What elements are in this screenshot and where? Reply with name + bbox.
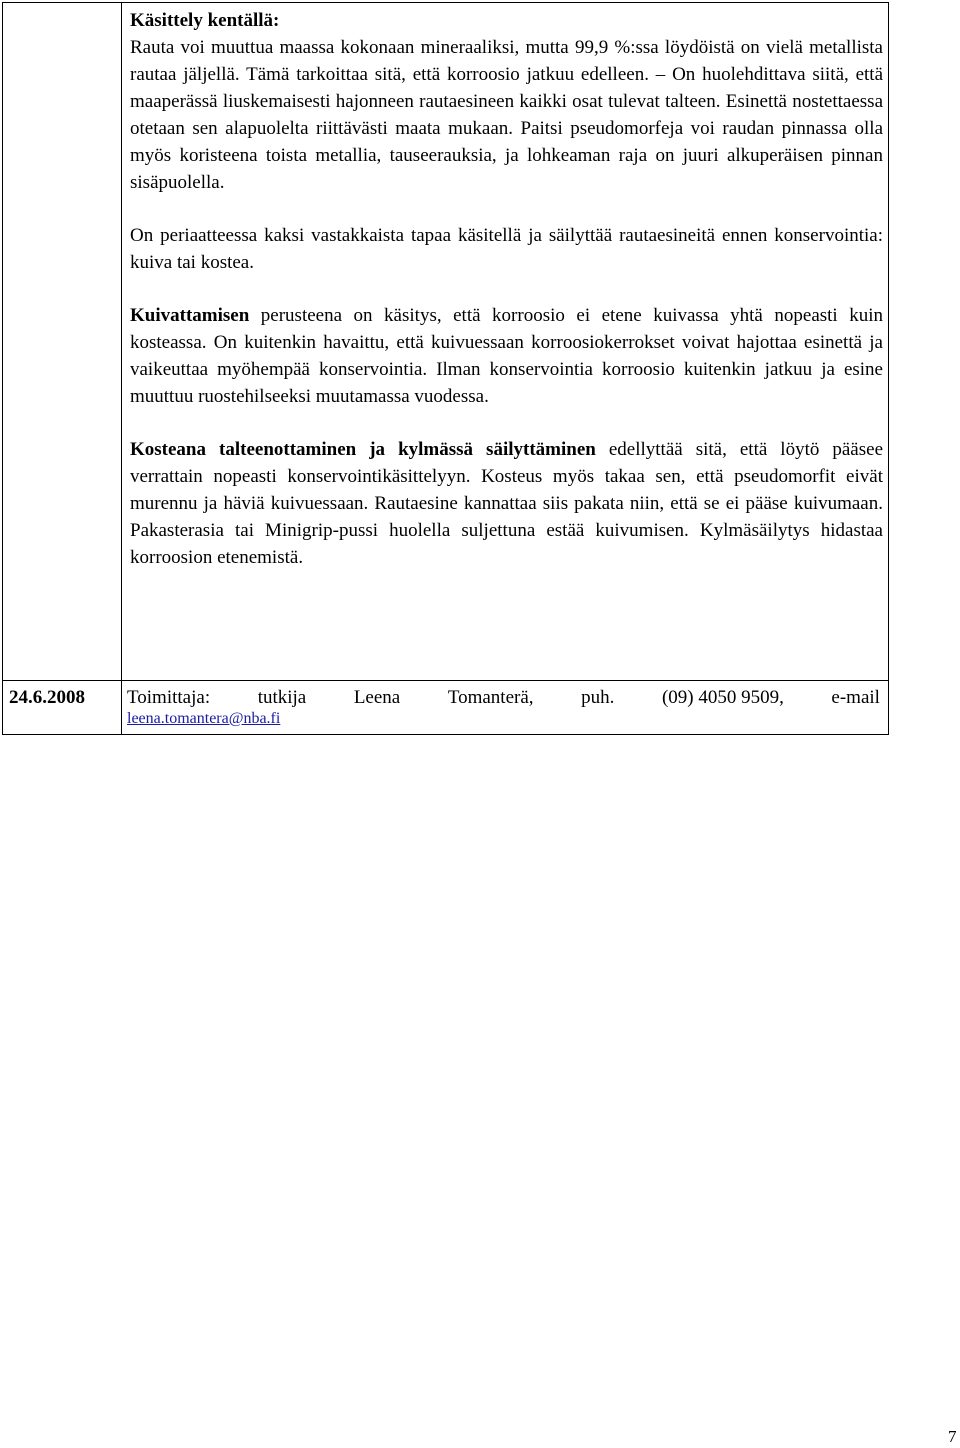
footer-word: Tomanterä, bbox=[447, 687, 534, 708]
paragraph-3 bbox=[130, 302, 883, 410]
section-heading: Käsittely kentällä: bbox=[130, 10, 280, 31]
paragraph-3-text: perusteena on käsitys, että korroosio ei etene kuivassa yhtä nopeasti kuin kosteassa. On kuitenkin havaittu, että kuivuessaan korroosiokerrokset voivat hajottaa esinettä ja vaikeuttaa myöhempää konservointia. Ilman konservointia korroosio kuitenkin jatkuu ja esine muuttuu ruostehilseeksi muutamassa vuodessa. bbox=[130, 305, 883, 407]
paragraph-3-bold: Kuivattamisen bbox=[130, 305, 250, 326]
footer-word: (09) 4050 9509, bbox=[661, 687, 784, 708]
paragraph-4-text: edellyttää sitä, että löytö pääsee verrattain nopeasti konservointikäsittelyyn. Kosteus myös takaa sen, että pseudomorfit eivät murennu ja häviä kuivuessaan. Rautaesine kannattaa siis pakata niin, että se ei pääse kuivumaan. Pakasterasia tai Minigrip-pussi huolella suljettuna estää kuivumisen. Kylmäsäilytys hidastaa korroosion etenemistä. bbox=[130, 439, 883, 568]
footer-word: puh. bbox=[581, 687, 615, 708]
row-divider bbox=[3, 680, 888, 681]
paragraph-2: On periaatteessa kaksi vastakkaista tapaa käsitellä ja säilyttää rautaesineitä ennen konservointia: kuiva tai kostea. bbox=[130, 225, 883, 273]
footer-editor-line bbox=[127, 684, 880, 711]
document-table bbox=[2, 2, 889, 735]
paragraph-4-bold: Kosteana talteenottaminen ja kylmässä säilyttäminen bbox=[130, 439, 596, 460]
page-number: 7 bbox=[948, 1427, 957, 1446]
footer-date: 24.6.2008 bbox=[9, 687, 85, 708]
column-divider bbox=[121, 3, 122, 734]
email-link[interactable]: leena.tomantera@nba.fi bbox=[127, 710, 281, 727]
footer-word: Leena bbox=[353, 687, 401, 708]
footer-editor bbox=[127, 684, 880, 729]
paragraph-1: Rauta voi muuttua maassa kokonaan mineraaliksi, mutta 99,9 %:ssa löydöistä on vielä metallista rautaa jäljellä. Tämä tarkoittaa sitä, että korroosio jatkuu edelleen. – On huolehdittava siitä, että maaperässä liuskemaisesti hajonneen rautaesineen kaikki osat tulevat talteen. Esinettä nostettaessa otetaan sen alapuolelta riittävästi maata mukaan. Paitsi pseudomorfeja voi raudan pinnassa olla myös koristeena toista metallia, tauseerauksia, ja lohkeaman raja on juuri alkuperäisen pinnan sisäpuolella. bbox=[130, 37, 883, 193]
footer-word: Toimittaja: bbox=[127, 687, 211, 708]
paragraph-4 bbox=[130, 436, 883, 571]
content-cell bbox=[130, 7, 883, 571]
footer-word: e-mail bbox=[831, 687, 880, 708]
footer-word: tutkija bbox=[257, 687, 307, 708]
